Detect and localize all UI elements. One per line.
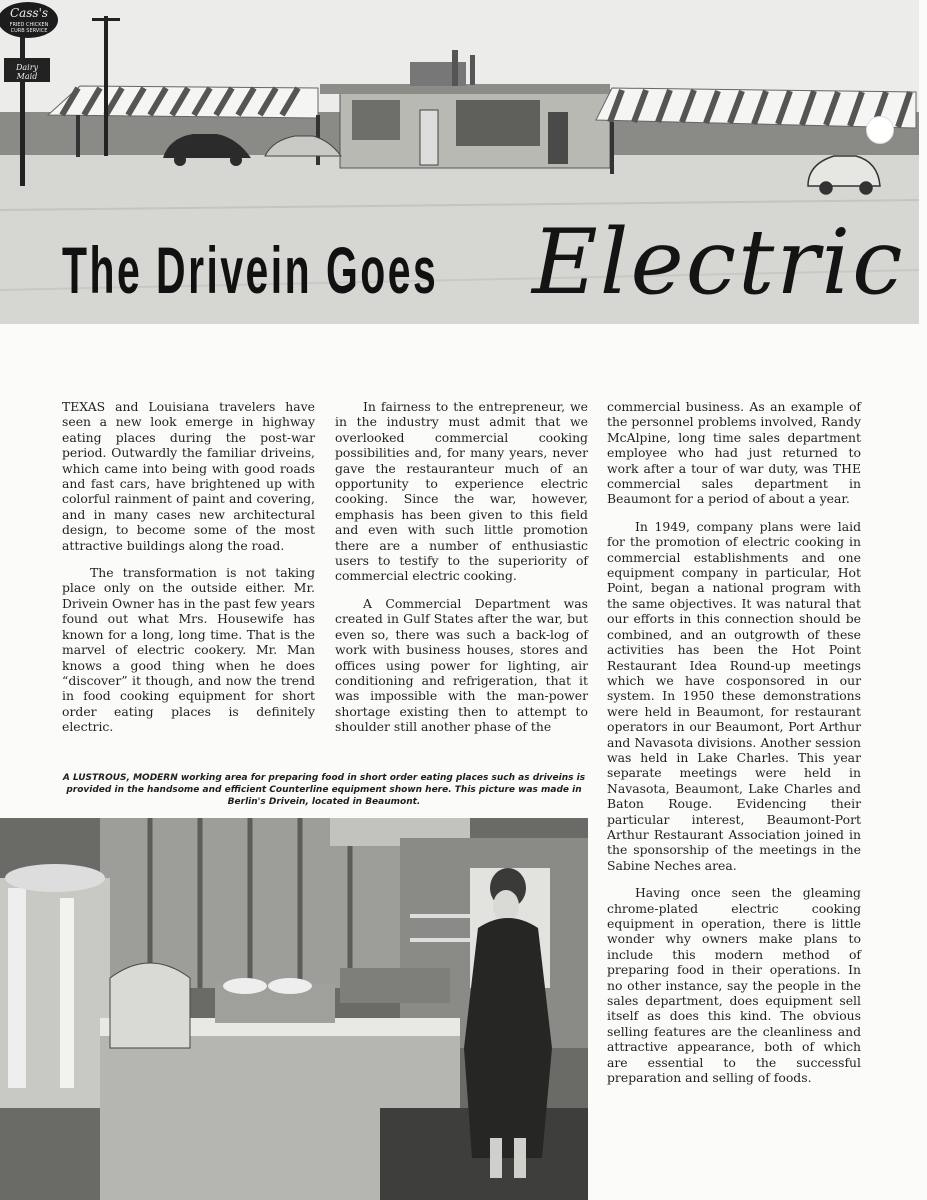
paragraph: In 1949, company plans were laid for the promotion of electric cooking in commercial establishments and one equipment company in particular, Hot Point, began a national program with the same objectives. It was natural that our efforts in this connection should be combined, and an outgrowth of these activities has been the Hot Point Restaurant Idea Round-up meetings which we have cosponsored in our system. In 1950 these demonstrations were held in Beaumont, for restaurant operators in our Beaumont, Port Arthur and Navasota divisions. Another session was held in Lake Charles. This year separate meetings were held in Navasota, Beaumont, Lake Charles and Baton Rouge. Evidencing their particular interest, Beaumont-Port Arthur Restaurant Association joined in the sponsorship of the meetings in the Sabine Neches area. <box>607 518 861 873</box>
sign-lower-text: Dairy Maid <box>15 63 39 81</box>
title-script-text: Electric <box>532 210 905 315</box>
drivein-photo <box>0 0 919 324</box>
title-block-text: The Drivein Goes <box>62 233 439 307</box>
paragraph: In fairness to the entrepreneur, we in the industry must admit that we overlooked commercial cooking possibilities and, for many years, never gave the restauranteur much of an opportunity to experience electric cooking. Since the war, however, emphasis has been given to this field and even with such little promotion there are a number of enthusiastic users to testify to the superiority of commercial electric cooking. <box>335 399 588 584</box>
article-column-1 <box>62 399 315 747</box>
paragraph: Having once seen the gleaming chrome-plated electric cooking equipment in operation, there is little wonder why owners make plans to include this modern method of preparing food in their operations. In no other instance, say the people in the sales department, does equipment sell itself as does this kind. The obvious selling features are the cleanliness and attractive appearance, both of which are essential to the successful preparation and selling of foods. <box>607 885 861 1086</box>
punch-hole <box>866 116 894 144</box>
photo-caption: A LUSTROUS, MODERN working area for preparing food in short order eating places such as driveins is provided in the handsome and efficient Counterline equipment shown here. This picture was made in Berlin's Drivein, located in Beaumont. <box>62 773 586 807</box>
paragraph: TEXAS and Louisiana travelers have seen a new look emerge in highway eating places during the post-war period. Outwardly the familiar driveins, which came into being with good roads and fast cars, have brightened up with colorful rainment of paint and covering, and in many cases new architectural design, to become some of the most attractive buildings along the road. <box>62 399 315 553</box>
paragraph: A Commercial Department was created in Gulf States after the war, but even so, there was such a back-log of work with business houses, stores and offices using power for lighting, air conditioning and refrigeration, that it was impossible with the man-power shortage existing then to attempt to shoulder still another phase of the <box>335 595 588 735</box>
kitchen-photo <box>0 818 588 1200</box>
paragraph: commercial business. As an example of the personnel problems involved, Randy McAlpine, long time sales department employee who had just returned to work after a tour of war duty, was THE commercial sales department in Beaumont for a period of about a year. <box>607 399 861 507</box>
sign-top-text: Cass's <box>9 6 49 20</box>
sign-sub-text: FRIED CHICKEN CURB SERVICE <box>9 22 49 34</box>
article-column-2 <box>335 399 588 747</box>
article-column-3 <box>607 399 861 1097</box>
paragraph: The transformation is not taking place only on the outside either. Mr. Drivein Owner has in the past few years found out what Mrs. Housewife has known for a long, long time. That is the marvel of electric cookery. Mr. Man knows a good thing when he does “discover” it though, and now the trend in food cooking equipment for short order eating places is definitely electric. <box>62 565 315 735</box>
kitchen-photo-drawing <box>0 818 588 1200</box>
